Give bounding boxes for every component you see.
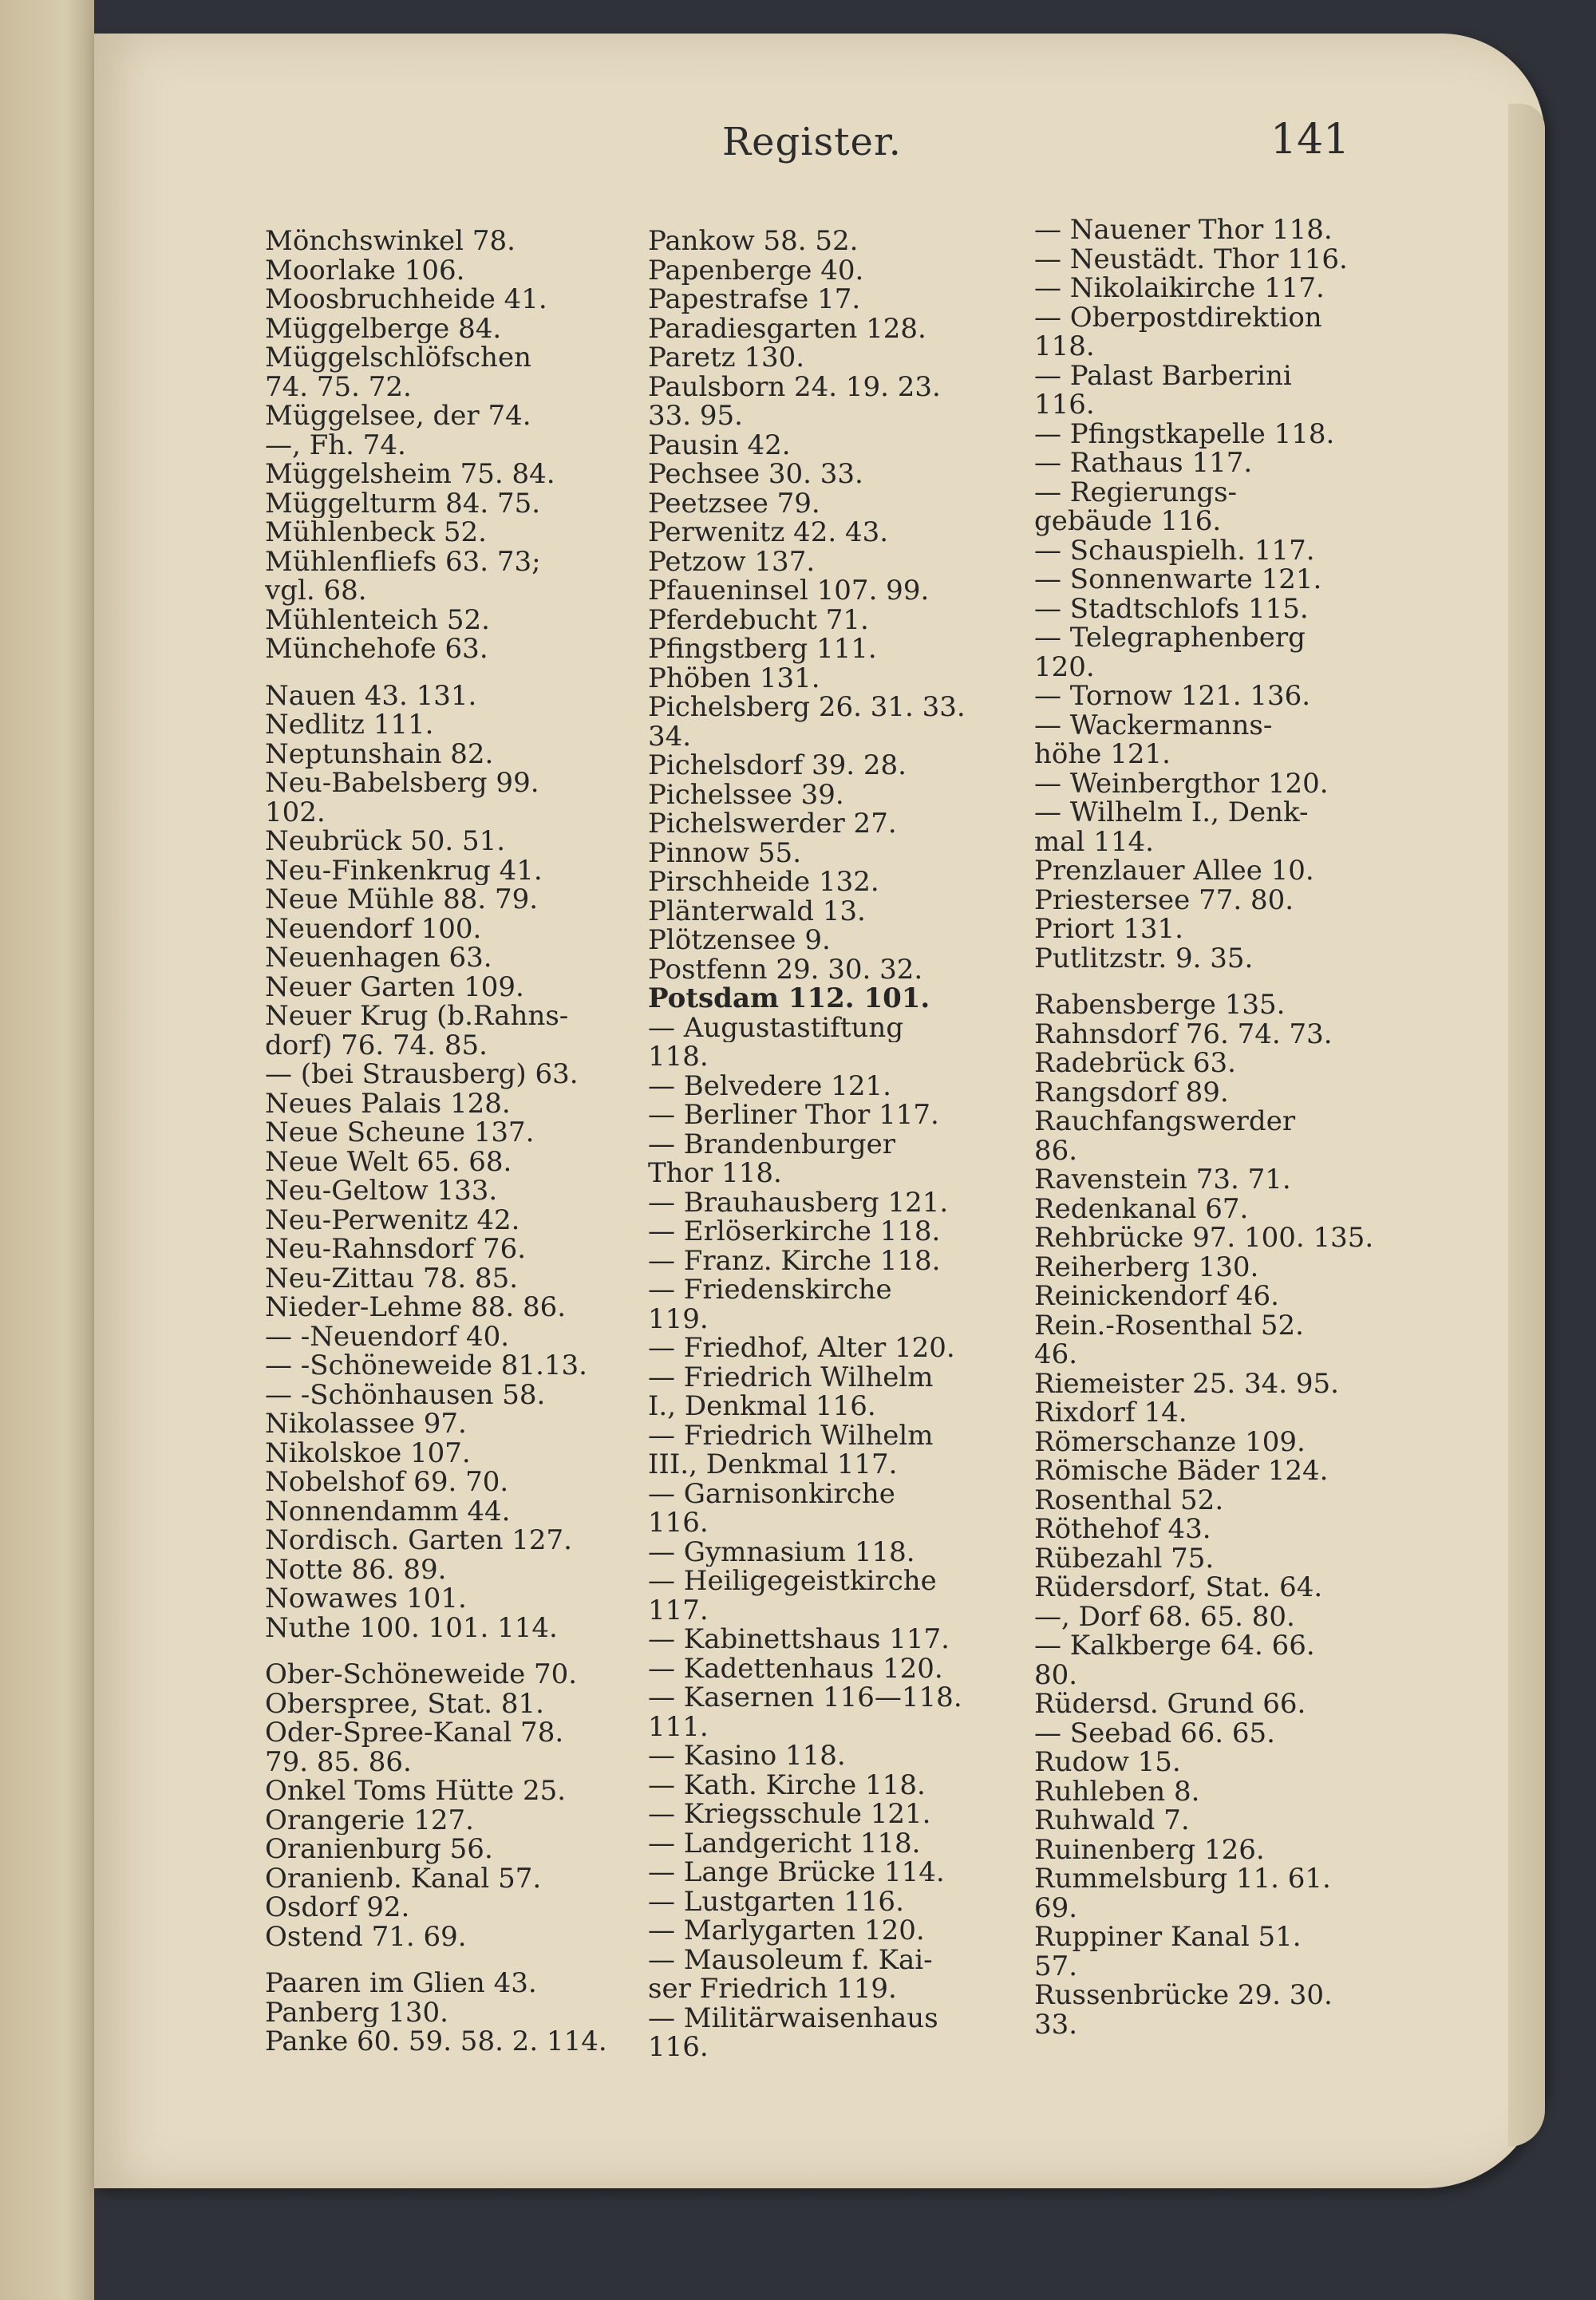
index-entry: — Kasino 118.	[648, 1741, 846, 1771]
index-entry: — -Schönhausen 58.	[265, 1380, 546, 1409]
index-entry: Nobelshof 69. 70.	[265, 1468, 509, 1497]
index-entry: 74. 75. 72.	[265, 372, 412, 401]
index-entry: Rüdersd. Grund 66.	[1034, 1689, 1306, 1719]
index-entry: Putlitzstr. 9. 35.	[1034, 943, 1254, 973]
index-entry: 33.	[1034, 2010, 1078, 2039]
index-entry: 118.	[648, 1042, 709, 1072]
index-entry: Papenberge 40.	[648, 255, 864, 285]
index-entry: Oder-Spree-Kanal 78.	[265, 1718, 564, 1748]
index-entry: Orangerie 127.	[265, 1805, 474, 1835]
index-entry: Russenbrücke 29. 30.	[1034, 1981, 1333, 2010]
index-entry: Moorlake 106.	[265, 255, 465, 285]
index-entry: Ober-Schöneweide 70.	[265, 1660, 578, 1689]
index-entry: Neubrück 50. 51.	[265, 827, 506, 856]
index-entry: Neues Palais 128.	[265, 1089, 511, 1118]
index-column-2	[648, 227, 1007, 2062]
index-entry: Prenzlauer Allee 10.	[1034, 856, 1314, 886]
index-entry: Perwenitz 42. 43.	[648, 518, 889, 547]
index-entry: — Oberpostdirektion	[1034, 302, 1322, 332]
index-entry: I., Denkmal 116.	[648, 1392, 876, 1421]
index-entry: Rahnsdorf 76. 74. 73.	[1034, 1019, 1333, 1049]
index-entry: Römerschanze 109.	[1034, 1427, 1306, 1456]
index-entry: Müggelsee, der 74.	[265, 401, 531, 431]
index-entry: Nauen 43. 131.	[265, 681, 477, 710]
index-entry: Oranienburg 56.	[265, 1835, 493, 1864]
index-entry: — Weinbergthor 120.	[1034, 769, 1329, 798]
index-entry: Neu-Babelsberg 99.	[265, 769, 539, 798]
index-entry: Pausin 42.	[648, 430, 791, 460]
index-entry: Panberg 130.	[265, 1998, 448, 2027]
index-entry: Rüdersdorf, Stat. 64.	[1034, 1573, 1323, 1602]
index-entry: Neue Welt 65. 68.	[265, 1147, 512, 1176]
index-entry: — Militärwaisenhaus	[648, 2003, 938, 2033]
index-entry: Nikolassee 97.	[265, 1409, 467, 1439]
index-entry: 33. 95.	[648, 401, 743, 431]
index-entry: —, Dorf 68. 65. 80.	[1034, 1602, 1295, 1631]
index-column-1	[265, 227, 640, 2057]
index-entry: Priort 131.	[1034, 915, 1183, 944]
index-entry: 118.	[1034, 332, 1095, 362]
index-entry: — -Schöneweide 81.13.	[265, 1351, 587, 1381]
index-entry: 116.	[648, 2033, 709, 2062]
index-entry: Radebrück 63.	[1034, 1049, 1236, 1078]
index-entry: Müggelsheim 75. 84.	[265, 460, 555, 489]
index-entry: — Kalkberge 64. 66.	[1034, 1631, 1315, 1661]
index-entry: Postfenn 29. 30. 32.	[648, 954, 923, 984]
index-entry: Neu-Geltow 133.	[265, 1176, 498, 1206]
index-entry: Rauchfangswerder	[1034, 1107, 1296, 1136]
index-entry: — Rathaus 117.	[1034, 449, 1253, 478]
index-entry: Nuthe 100. 101. 114.	[265, 1613, 558, 1642]
index-entry: Notte 86. 89.	[265, 1555, 447, 1584]
index-entry: Priestersee 77. 80.	[1034, 885, 1294, 915]
index-entry: Rein.-Rosenthal 52.	[1034, 1310, 1304, 1340]
index-entry: Neptunshain 82.	[265, 739, 494, 769]
index-entry: Pankow 58. 52.	[648, 227, 859, 256]
index-entry: — Nikolaikirche 117.	[1034, 274, 1325, 303]
index-entry: — Palast Barberini	[1034, 361, 1292, 390]
index-entry: — Brauhausberg 121.	[648, 1188, 949, 1217]
index-entry: — Friedrich Wilhelm	[648, 1362, 934, 1392]
index-entry: Müggelturm 84. 75.	[265, 488, 541, 518]
index-entry: 111.	[648, 1712, 709, 1741]
index-entry: Petzow 137.	[648, 547, 816, 576]
index-entry: Pfingstberg 111.	[648, 634, 877, 664]
running-title: Register.	[722, 120, 902, 164]
index-entry: Römische Bäder 124.	[1034, 1456, 1329, 1486]
index-entry: — (bei Strausberg) 63.	[265, 1060, 579, 1089]
index-entry: — Neustädt. Thor 116.	[1034, 244, 1348, 274]
index-entry: — Berliner Thor 117.	[648, 1101, 939, 1130]
index-entry: — Mausoleum f. Kai-	[648, 1945, 933, 1974]
index-entry: — Friedrich Wilhelm	[648, 1421, 934, 1450]
index-entry: Ruinenberg 126.	[1034, 1835, 1265, 1864]
index-entry: Rummelsburg 11. 61.	[1034, 1864, 1331, 1894]
index-entry: Pichelsberg 26. 31. 33.	[648, 693, 966, 722]
index-entry: — Kabinettshaus 117.	[648, 1625, 950, 1654]
index-entry: Münchehofe 63.	[265, 634, 488, 664]
index-entry: Nowawes 101.	[265, 1584, 467, 1614]
index-entry: gebäude 116.	[1034, 507, 1222, 536]
index-entry: Peetzsee 79.	[648, 488, 820, 518]
index-entry: — Seebad 66. 65.	[1034, 1718, 1275, 1748]
index-entry: Neue Mühle 88. 79.	[265, 885, 539, 915]
index-entry: 102.	[265, 797, 326, 827]
index-entry: Reinickendorf 46.	[1034, 1282, 1279, 1311]
index-entry: Rehbrücke 97. 100. 135.	[1034, 1223, 1374, 1253]
index-entry: — -Neuendorf 40.	[265, 1322, 510, 1351]
index-entry: Nordisch. Garten 127.	[265, 1526, 572, 1555]
index-entry: Nonnendamm 44.	[265, 1496, 511, 1526]
index-entry: Neu-Finkenkrug 41.	[265, 856, 543, 885]
index-entry: Riemeister 25. 34. 95.	[1034, 1369, 1339, 1398]
index-entry: Mühlenteich 52.	[265, 605, 490, 634]
index-entry: Oranienb. Kanal 57.	[265, 1863, 542, 1893]
index-entry: 69.	[1034, 1893, 1078, 1923]
index-entry: Thor 118.	[648, 1159, 782, 1188]
index-entry: — Wackermanns-	[1034, 710, 1273, 740]
index-entry: 46.	[1034, 1340, 1078, 1369]
index-entry: Mühlenfliefs 63. 73;	[265, 547, 541, 576]
index-entry: 80.	[1034, 1660, 1078, 1689]
index-entry: Plänterwald 13.	[648, 896, 866, 926]
section-gap	[265, 1951, 640, 1969]
index-entry: 86.	[1034, 1136, 1078, 1165]
index-entry: — Friedenskirche	[648, 1275, 892, 1305]
index-entry: Phöben 131.	[648, 663, 820, 693]
index-entry: — Kath. Kirche 118.	[648, 1770, 926, 1800]
index-entry: Rangsdorf 89.	[1034, 1077, 1229, 1107]
index-entry: Rübezahl 75.	[1034, 1543, 1215, 1573]
section-gap	[265, 664, 640, 682]
index-entry: — Wilhelm I., Denk-	[1034, 798, 1309, 828]
index-entry: ser Friedrich 119.	[648, 1974, 897, 2004]
index-entry: III., Denkmal 117.	[648, 1450, 898, 1480]
index-entry: Rabensberge 135.	[1034, 990, 1286, 1020]
index-entry: Ruhwald 7.	[1034, 1806, 1190, 1836]
index-entry: Neue Scheune 137.	[265, 1118, 535, 1148]
index-entry: Mühlenbeck 52.	[265, 518, 487, 547]
index-entry: — Heiligegeistkirche	[648, 1567, 937, 1596]
index-entry: — Kasernen 116—118.	[648, 1683, 962, 1713]
index-entry: Neuenhagen 63.	[265, 943, 492, 973]
index-entry: Rosenthal 52.	[1034, 1485, 1224, 1515]
index-entry: — Lustgarten 116.	[648, 1887, 904, 1916]
index-entry: — Regierungs-	[1034, 477, 1238, 507]
index-entry: Oberspree, Stat. 81.	[265, 1689, 544, 1718]
index-entry: — Pfingstkapelle 118.	[1034, 419, 1335, 449]
index-entry: Potsdam 112. 101.	[648, 984, 930, 1014]
index-entry: 116.	[648, 1508, 709, 1538]
index-entry: Müggelschlöfschen	[265, 343, 531, 373]
index-entry: Röthehof 43.	[1034, 1515, 1211, 1544]
section-gap	[265, 1642, 640, 1660]
index-entry: Neu-Zittau 78. 85.	[265, 1263, 519, 1293]
index-entry: — Stadtschlofs 115.	[1034, 594, 1309, 623]
index-entry: Neu-Rahnsdorf 76.	[265, 1235, 527, 1264]
index-entry: Redenkanal 67.	[1034, 1194, 1249, 1223]
index-entry: Pichelswerder 27.	[648, 809, 897, 839]
index-entry: — Erlöserkirche 118.	[648, 1217, 941, 1247]
index-entry: vgl. 68.	[265, 576, 367, 606]
index-entry: Pichelsdorf 39. 28.	[648, 751, 907, 780]
adjacent-page-edge	[0, 0, 94, 2300]
index-entry: Paulsborn 24. 19. 23.	[648, 372, 941, 401]
index-entry: Pfaueninsel 107. 99.	[648, 576, 930, 606]
index-entry: Paradiesgarten 128.	[648, 314, 926, 343]
index-entry: Papestrafse 17.	[648, 285, 861, 314]
index-entry: Panke 60. 59. 58. 2. 114.	[265, 2027, 607, 2057]
index-entry: — Telegraphenberg	[1034, 623, 1306, 653]
index-entry: 34.	[648, 721, 692, 751]
index-entry: — Augustastiftung	[648, 1013, 904, 1042]
index-entry: Pirschheide 132.	[648, 867, 879, 897]
index-entry: — Lange Brücke 114.	[648, 1858, 945, 1887]
index-entry: — Belvedere 121.	[648, 1071, 891, 1101]
index-entry: 120.	[1034, 652, 1095, 682]
section-gap	[1034, 973, 1385, 990]
index-entry: — Nauener Thor 118.	[1034, 215, 1333, 245]
index-entry: Neuer Garten 109.	[265, 972, 524, 1002]
index-entry: Rudow 15.	[1034, 1748, 1181, 1777]
index-entry: Moosbruchheide 41.	[265, 285, 547, 314]
index-entry: Rixdorf 14.	[1034, 1398, 1187, 1428]
index-entry: — Franz. Kirche 118.	[648, 1246, 941, 1275]
index-entry: Paaren im Glien 43.	[265, 1969, 537, 1998]
index-entry: Pinnow 55.	[648, 838, 801, 867]
page-number: 141	[1270, 116, 1350, 164]
index-entry: — Gymnasium 118.	[648, 1537, 915, 1567]
index-entry: Plötzensee 9.	[648, 926, 831, 955]
index-entry: Nieder-Lehme 88. 86.	[265, 1293, 567, 1322]
index-entry: Pichelssee 39.	[648, 780, 844, 809]
index-entry: dorf) 76. 74. 85.	[265, 1030, 488, 1060]
index-entry: Mönchswinkel 78.	[265, 227, 516, 256]
index-entry: — Sonnenwarte 121.	[1034, 565, 1322, 595]
index-entry: Neu-Perwenitz 42.	[265, 1205, 520, 1235]
index-entry: — Schauspielh. 117.	[1034, 535, 1315, 565]
index-entry: 57.	[1034, 1951, 1078, 1981]
index-entry: — Marlygarten 120.	[648, 1916, 925, 1946]
index-entry: Paretz 130.	[648, 343, 805, 373]
index-entry: — Landgericht 118.	[648, 1828, 921, 1858]
index-entry: Neuer Krug (b.Rahns-	[265, 1002, 569, 1031]
index-entry: Pferdebucht 71.	[648, 605, 869, 634]
index-entry: Nikolskoe 107.	[265, 1438, 471, 1468]
index-entry: 117.	[648, 1595, 709, 1625]
index-entry: Osdorf 92.	[265, 1893, 410, 1923]
index-entry: Ruppiner Kanal 51.	[1034, 1923, 1302, 1952]
index-entry: höhe 121.	[1034, 740, 1171, 769]
index-entry: Neuendorf 100.	[265, 914, 482, 943]
index-column-3	[1034, 215, 1385, 2039]
index-entry: Pechsee 30. 33.	[648, 460, 863, 489]
index-entry: Ruhleben 8.	[1034, 1776, 1200, 1806]
index-entry: — Friedhof, Alter 120.	[648, 1334, 955, 1363]
index-entry: mal 114.	[1034, 827, 1154, 856]
index-entry: Onkel Toms Hütte 25.	[265, 1776, 567, 1806]
index-entry: 116.	[1034, 390, 1095, 420]
index-entry: Müggelberge 84.	[265, 314, 502, 343]
index-entry: 79. 85. 86.	[265, 1747, 412, 1776]
index-entry: —, Fh. 74.	[265, 430, 406, 460]
index-entry: Reiherberg 130.	[1034, 1252, 1259, 1282]
index-entry: Ostend 71. 69.	[265, 1922, 467, 1951]
index-entry: — Kadettenhaus 120.	[648, 1654, 943, 1683]
index-entry: Nedlitz 111.	[265, 710, 434, 740]
page-edge	[1508, 104, 1545, 2147]
index-entry: — Tornow 121. 136.	[1034, 682, 1311, 711]
index-entry: — Kriegsschule 121.	[648, 1800, 931, 1829]
index-entry: — Garnisonkirche	[648, 1479, 895, 1508]
index-entry: — Brandenburger	[648, 1129, 896, 1159]
index-entry: 119.	[648, 1304, 709, 1334]
index-entry: Ravenstein 73. 71.	[1034, 1165, 1291, 1195]
